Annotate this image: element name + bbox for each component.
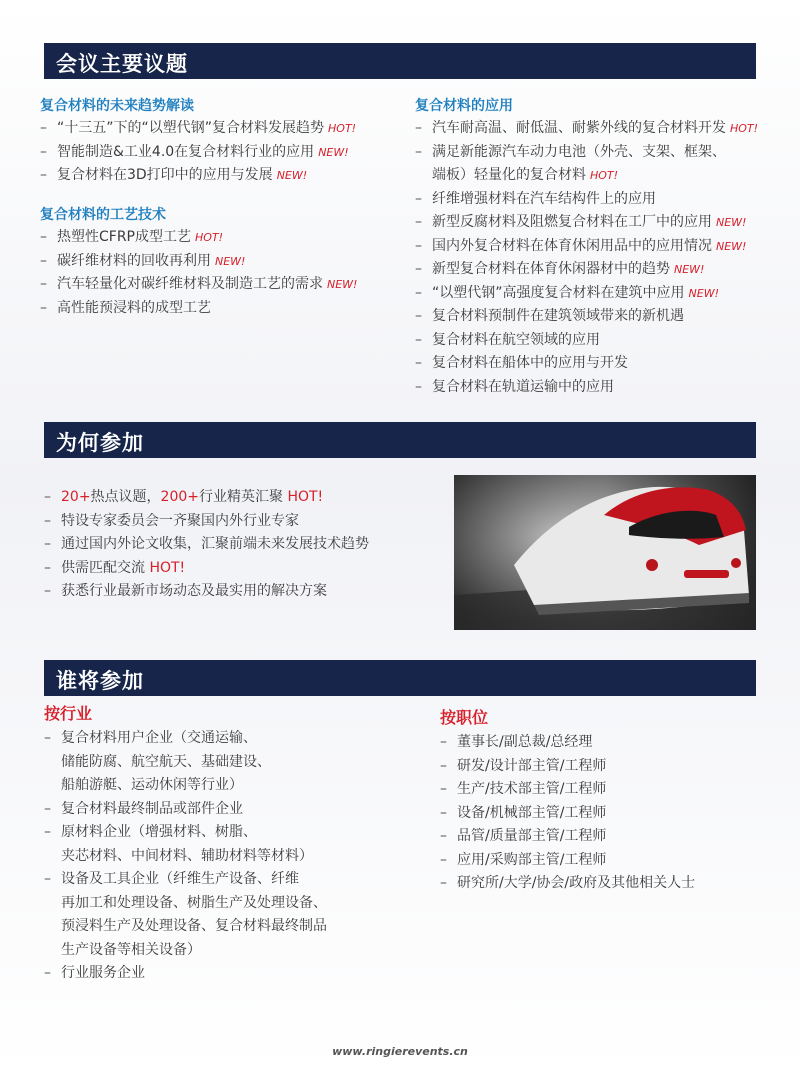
list-item <box>440 872 695 896</box>
item-text-continued: 储能防腐、航空航天、基础建设、 <box>61 753 271 770</box>
hot-new-badge: HOT! <box>590 169 619 182</box>
applications-list <box>415 117 758 399</box>
hot-badge: HOT! <box>149 559 186 576</box>
subheading: 按行业 <box>44 704 93 723</box>
list-item <box>40 226 357 250</box>
hot-new-badge: HOT! <box>328 122 357 135</box>
subheading: 复合材料的应用 <box>415 98 513 114</box>
item-text: 热塑性CFRP成型工艺 <box>57 229 191 245</box>
high-speed-train-image <box>454 475 756 630</box>
item-text: 生产/技术部主管/工程师 <box>457 781 607 797</box>
hot-new-badge: HOT! <box>195 231 224 244</box>
item-text: 满足新能源汽车动力电池（外壳、支架、框架、 <box>432 143 726 160</box>
by-industry-list <box>44 727 327 986</box>
item-text: 国内外复合材料在体育休闲用品中的应用情况 <box>432 237 712 254</box>
list-item <box>415 211 758 235</box>
list-item <box>44 557 369 581</box>
subheading: 复合材料的工艺技术 <box>40 207 166 223</box>
item-text: 行业精英汇聚 <box>199 489 288 505</box>
item-text: 设备/机械部主管/工程师 <box>457 804 607 821</box>
item-text: 纤维增强材料在汽车结构件上的应用 <box>432 190 656 207</box>
future-trends-block <box>40 95 356 188</box>
section-title: 谁将参加 <box>56 669 144 693</box>
list-item <box>415 305 758 329</box>
list-item <box>440 802 695 826</box>
list-item <box>44 727 327 798</box>
highlight-number: 200+ <box>160 489 199 505</box>
list-item <box>44 533 369 557</box>
hot-new-badge: HOT! <box>730 122 759 135</box>
item-text: 新型复合材料在体育休闲器材中的趋势 <box>432 261 670 277</box>
list-item <box>415 141 758 188</box>
item-text: 复合材料预制件在建筑领域带来的新机遇 <box>432 308 684 324</box>
item-text-continued: 预浸料生产及处理设备、复合材料最终制品 <box>61 918 327 934</box>
item-text: 行业服务企业 <box>61 965 145 981</box>
train-illustration <box>454 475 756 630</box>
list-item <box>40 273 357 297</box>
item-text: 原材料企业（增强材料、树脂、 <box>61 824 257 840</box>
future-trends-list <box>40 117 356 188</box>
item-text: 复合材料用户企业（交通运输、 <box>61 730 257 746</box>
list-item <box>40 141 356 165</box>
list-item <box>415 117 758 141</box>
list-item <box>44 868 327 962</box>
item-text-continued: 夹芯材料、中间材料、辅助材料等材料） <box>61 847 313 864</box>
list-item <box>44 510 369 534</box>
list-item <box>415 329 758 353</box>
list-item <box>440 755 695 779</box>
hot-new-badge: NEW! <box>318 145 349 159</box>
subheading: 按职位 <box>440 708 489 727</box>
item-text: “十三五”下的“以塑代钢”复合材料发展趋势 <box>57 120 325 136</box>
item-text: 通过国内外论文收集，汇聚前端未来发展技术趋势 <box>61 536 369 552</box>
item-text: 品管/质量部主管/工程师 <box>457 828 607 844</box>
item-text: 应用/采购部主管/工程师 <box>457 851 607 868</box>
list-item <box>40 164 356 188</box>
why-attend-list <box>44 486 369 604</box>
section-header-topics <box>44 43 756 79</box>
footer-url: www.ringierevents.cn <box>332 1045 468 1058</box>
item-text: 设备及工具企业（纤维生产设备、纤维 <box>61 871 299 887</box>
list-item <box>44 486 369 510</box>
item-text: 复合材料最终制品或部件企业 <box>61 800 243 817</box>
list-item <box>440 778 695 802</box>
item-text-continued: 端板）轻量化的复合材料 HOT! <box>432 167 619 183</box>
item-text: 供需匹配交流 <box>61 559 150 576</box>
item-text: “以塑代钢”高强度复合材料在建筑中应用 <box>432 284 685 301</box>
list-item <box>40 297 357 321</box>
why-attend-block <box>44 486 369 604</box>
item-text: 研究所/大学/协会/政府及其他相关人士 <box>457 875 696 891</box>
list-item <box>440 731 695 755</box>
list-item <box>440 825 695 849</box>
hot-new-badge: NEW! <box>688 286 719 300</box>
item-text: 复合材料在航空领域的应用 <box>432 331 600 348</box>
item-text: 新型反腐材料及阻燃复合材料在工厂中的应用 <box>432 214 712 230</box>
item-text: 复合材料在3D打印中的应用与发展 <box>57 167 273 183</box>
item-text-continued: 再加工和处理设备、树脂生产及处理设备、 <box>61 894 327 911</box>
item-text: 董事长/副总裁/总经理 <box>457 734 593 750</box>
item-text: 热点议题， <box>90 489 161 505</box>
list-item <box>40 117 356 141</box>
list-item <box>44 798 327 822</box>
list-item <box>44 821 327 868</box>
item-text: 汽车耐高温、耐低温、耐紫外线的复合材料开发 <box>432 120 726 136</box>
by-industry-block <box>44 703 327 986</box>
item-text: 碳纤维材料的回收再利用 <box>57 252 211 269</box>
list-item <box>415 282 758 306</box>
hot-new-badge: NEW! <box>327 278 358 291</box>
list-item <box>415 188 758 212</box>
item-text: 智能制造&工业4.0在复合材料行业的应用 <box>57 143 315 160</box>
list-item <box>415 352 758 376</box>
section-header-who <box>44 660 756 696</box>
item-text: 获悉行业最新市场动态及最实用的解决方案 <box>61 583 327 599</box>
subheading: 复合材料的未来趋势解读 <box>40 98 194 114</box>
item-text: 汽车轻量化对碳纤维材料及制造工艺的需求 <box>57 276 323 292</box>
hot-new-badge: NEW! <box>215 254 246 268</box>
section-title: 会议主要议题 <box>56 52 188 76</box>
process-tech-list <box>40 226 357 320</box>
list-item <box>44 580 369 604</box>
list-item <box>44 962 327 986</box>
item-text-continued: 生产设备等相关设备） <box>61 941 201 958</box>
item-text-continued: 船舶游艇、运动休闲等行业） <box>61 777 243 793</box>
by-position-block <box>440 707 695 896</box>
hot-badge: HOT! <box>287 489 324 505</box>
applications-block <box>415 95 758 399</box>
section-header-why <box>44 422 756 458</box>
list-item <box>415 376 758 400</box>
list-item <box>440 849 695 873</box>
list-item <box>415 258 758 282</box>
section-title: 为何参加 <box>56 431 144 455</box>
by-position-list <box>440 731 695 896</box>
highlight-number: 20+ <box>61 489 91 505</box>
item-text: 特设专家委员会一齐聚国内外行业专家 <box>61 512 299 529</box>
item-text: 高性能预浸料的成型工艺 <box>57 299 211 316</box>
item-text: 复合材料在轨道运输中的应用 <box>432 378 614 395</box>
list-item <box>40 250 357 274</box>
hot-new-badge: NEW! <box>716 216 747 229</box>
item-text: 复合材料在船体中的应用与开发 <box>432 355 628 371</box>
hot-new-badge: NEW! <box>716 239 747 253</box>
list-item <box>415 235 758 259</box>
item-text: 研发/设计部主管/工程师 <box>457 757 607 774</box>
process-tech-block <box>40 204 357 320</box>
hot-new-badge: NEW! <box>674 263 705 276</box>
hot-new-badge: NEW! <box>276 169 308 182</box>
